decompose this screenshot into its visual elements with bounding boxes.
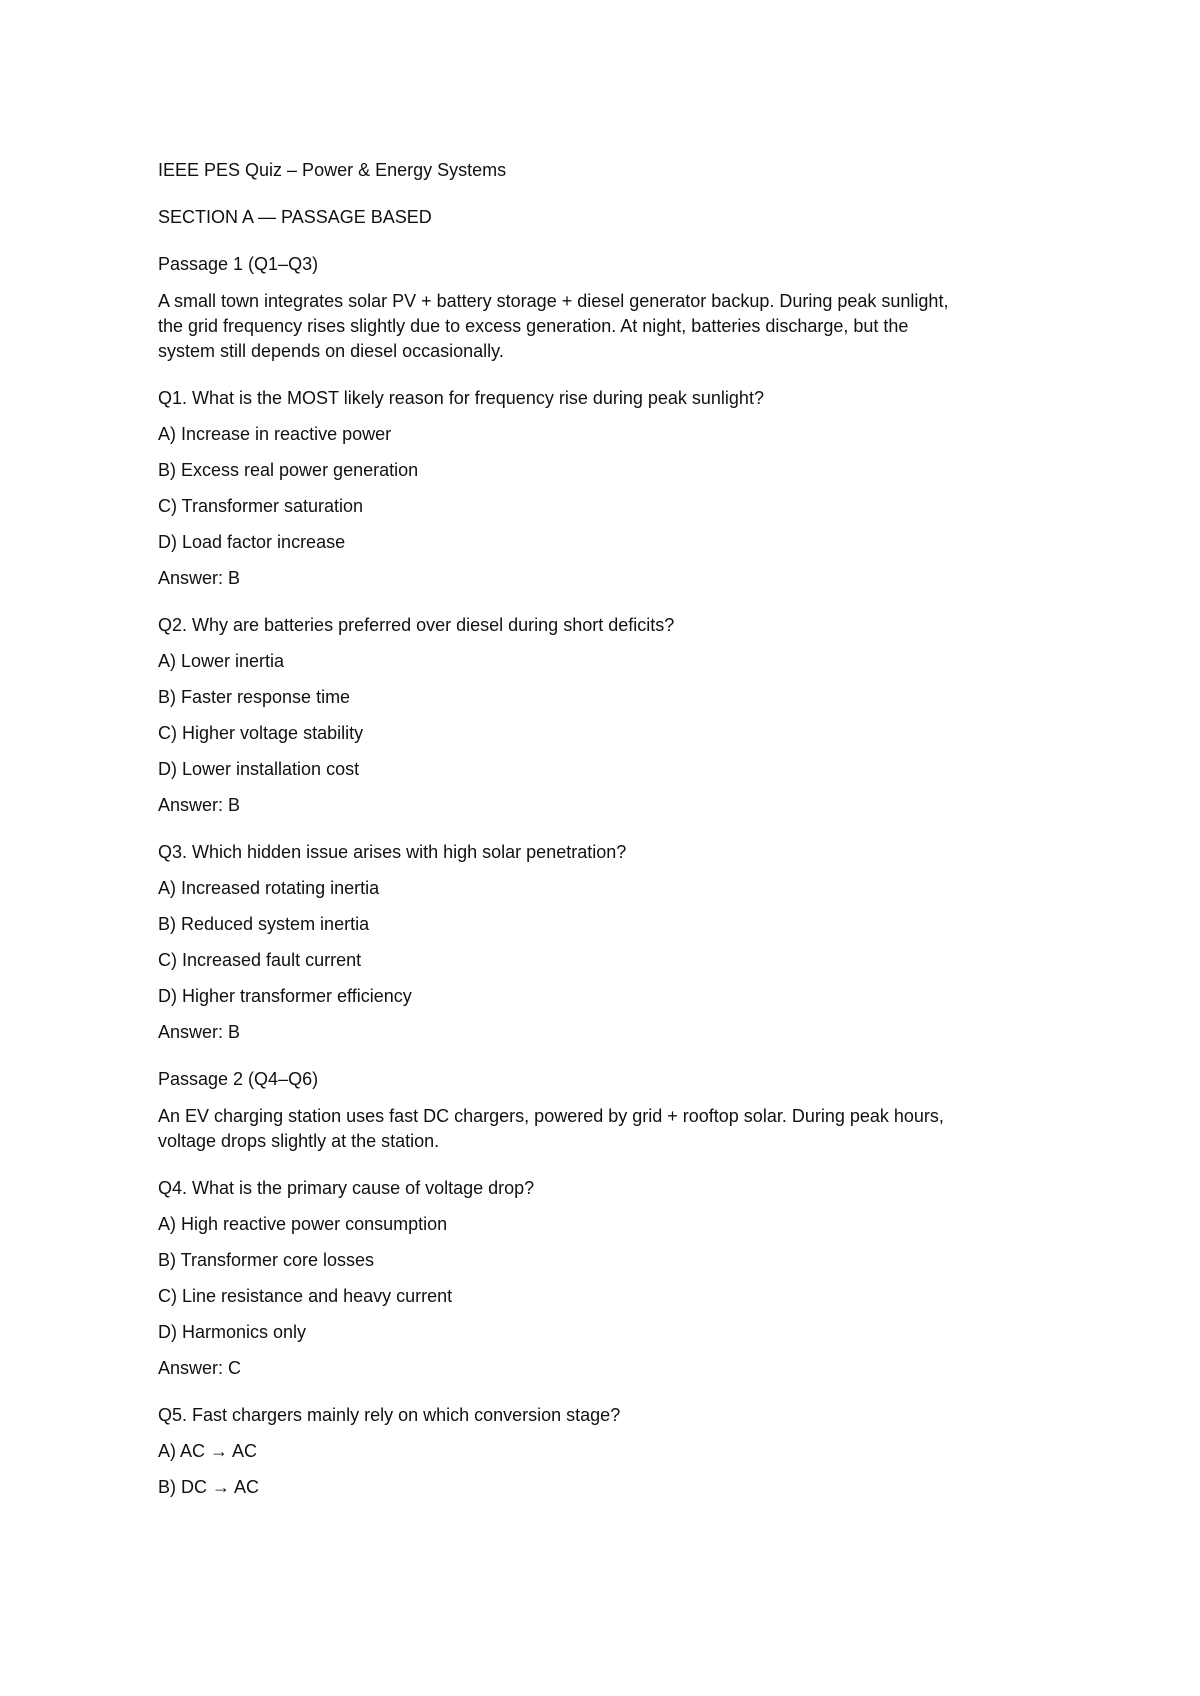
document-content	[158, 158, 1058, 1511]
question-1: Q1. What is the MOST likely reason for frequency rise during peak sunlight?	[158, 388, 764, 408]
option: D) Higher transformer efficiency	[158, 986, 412, 1006]
option: B) Transformer core losses	[158, 1250, 375, 1270]
quiz-title: IEEE PES Quiz – Power & Energy Systems	[158, 160, 507, 180]
passage-line: A small town integrates solar PV + battery storage + diesel generator backup. During peak sunlight,	[158, 291, 949, 311]
option: D) Harmonics only	[158, 1322, 307, 1342]
question-5: Q5. Fast chargers mainly rely on which conversion stage?	[158, 1405, 621, 1425]
answer: Answer: B	[158, 568, 241, 588]
passage-1-text	[158, 289, 1058, 364]
passage-line: system still depends on diesel occasionally.	[158, 341, 504, 361]
passage-line: An EV charging station uses fast DC chargers, powered by grid + rooftop solar. During peak hours,	[158, 1106, 944, 1126]
option: C) Line resistance and heavy current	[158, 1286, 453, 1306]
question-2: Q2. Why are batteries preferred over diesel during short deficits?	[158, 615, 675, 635]
option: B) Excess real power generation	[158, 460, 419, 480]
passage-2-text	[158, 1104, 1058, 1154]
option: D) Load factor increase	[158, 532, 346, 552]
option: C) Higher voltage stability	[158, 723, 364, 743]
section-heading: SECTION A — PASSAGE BASED	[158, 207, 432, 227]
option: C) Transformer saturation	[158, 496, 364, 516]
answer: Answer: C	[158, 1358, 242, 1378]
option: A) Lower inertia	[158, 651, 285, 671]
option: A) AC → AC	[158, 1441, 258, 1461]
passage-2-heading: Passage 2 (Q4–Q6)	[158, 1069, 319, 1089]
passage-line: the grid frequency rises slightly due to excess generation. At night, batteries discharge, but the	[158, 316, 909, 336]
option: B) Faster response time	[158, 687, 351, 707]
passage-line: voltage drops slightly at the station.	[158, 1131, 440, 1151]
passage-1-heading: Passage 1 (Q1–Q3)	[158, 254, 319, 274]
option: A) High reactive power consumption	[158, 1214, 448, 1234]
option: C) Increased fault current	[158, 950, 362, 970]
answer: Answer: B	[158, 795, 241, 815]
option: B) DC → AC	[158, 1477, 260, 1497]
option: A) Increased rotating inertia	[158, 878, 380, 898]
option: A) Increase in reactive power	[158, 424, 392, 444]
question-3: Q3. Which hidden issue arises with high solar penetration?	[158, 842, 627, 862]
question-4: Q4. What is the primary cause of voltage drop?	[158, 1178, 535, 1198]
option: B) Reduced system inertia	[158, 914, 370, 934]
answer: Answer: B	[158, 1022, 241, 1042]
option: D) Lower installation cost	[158, 759, 360, 779]
